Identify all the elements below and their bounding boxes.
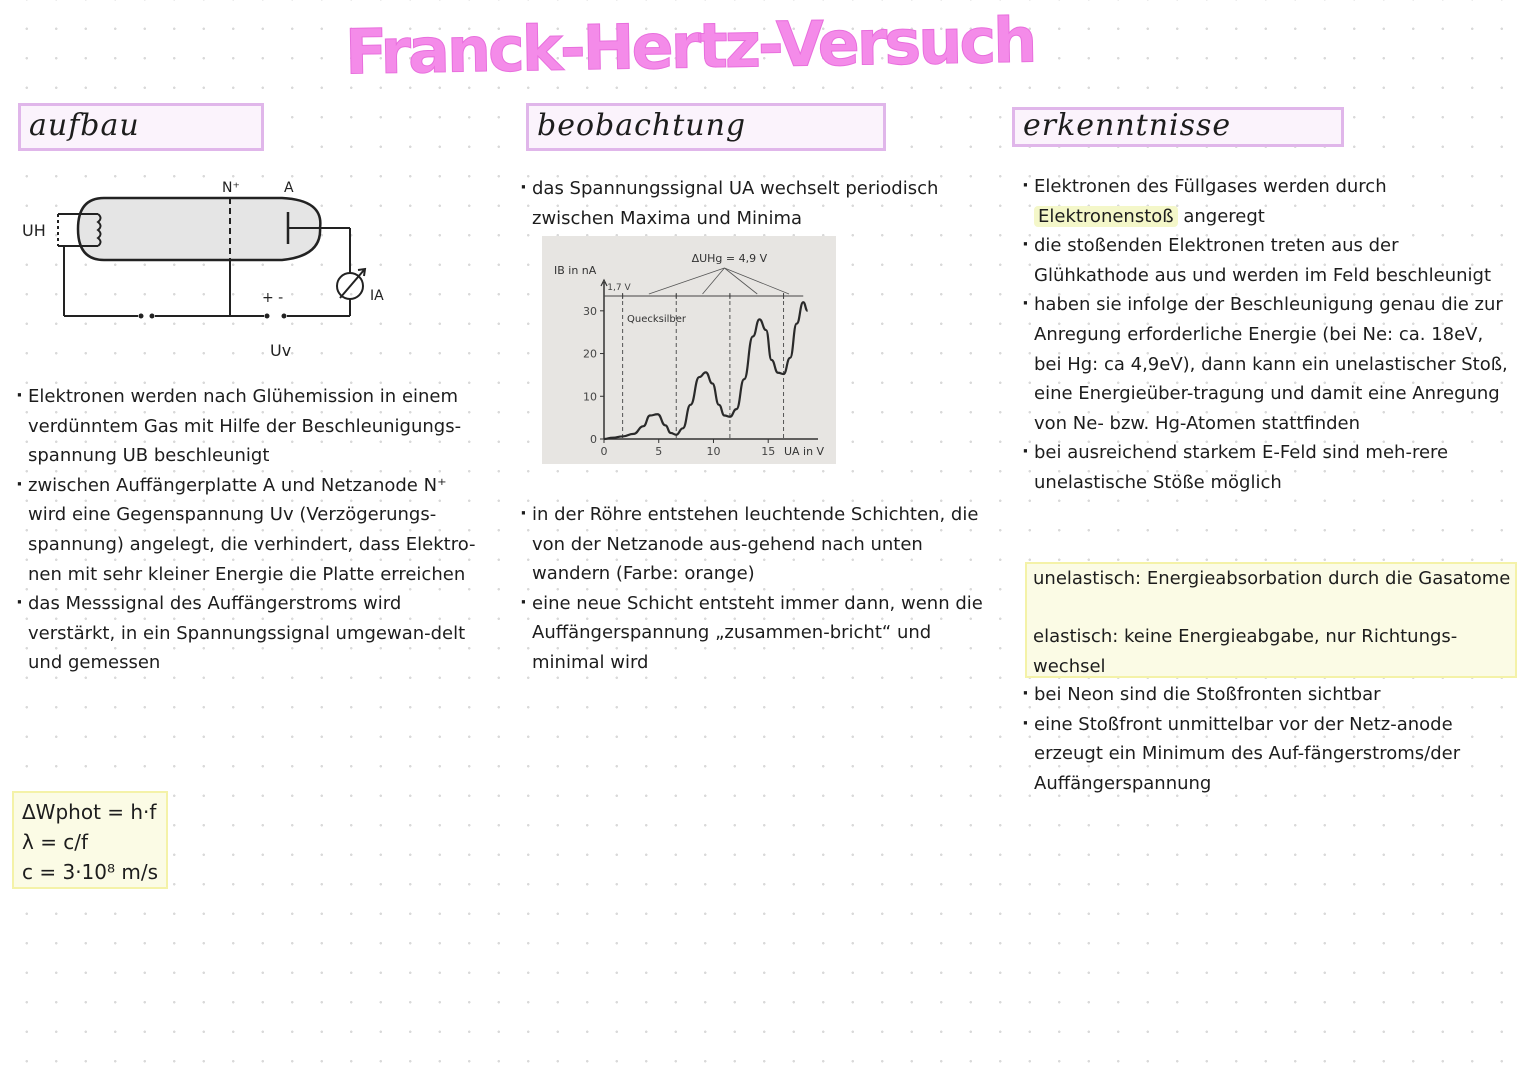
y-tick-label: 20 [583, 347, 597, 361]
page-title: Franck-Hertz-Versuch [344, 3, 1035, 89]
beobachtung-bullet-3: · eine neue Schicht entsteht immer dann, wenn die Auffängerspannung „zusammen-bricht“ und minimal wird [522, 589, 1002, 678]
heading-beobachtung: beobachtung [526, 103, 886, 151]
label-current: IA [370, 288, 384, 304]
formula-box [12, 791, 168, 889]
label-voltage: Uv [270, 341, 292, 360]
x-tick-label: 10 [706, 445, 721, 458]
series-label: Quecksilber [626, 314, 687, 325]
heading-aufbau: aufbau [18, 103, 264, 151]
beobachtung-notes [522, 500, 1002, 678]
erkenntnisse-bullet-3: · haben sie infolge der Beschleunigung genau die zur Anregung erforderliche Energie (bei Ne: ca. 18eV, bei Hg: ca 4,9eV), dann kann ein unelastischer Stoß, eine Energieüber-tragung und damit eine Anregung von Ne- bzw. Hg-Atomen stattfinden [1024, 290, 1516, 438]
x-axis-label: UA in V [783, 445, 825, 458]
highlight-elektronenstoss: Elektronenstoß [1034, 206, 1178, 227]
definition-elastisch: elastisch: keine Energieabgabe, nur Richtungs-wechsel [1033, 626, 1458, 677]
aufbau-notes [18, 382, 488, 678]
erkenntnisse-notes [1024, 172, 1516, 498]
annotation-spacing: ΔUHg = 4,9 V [691, 252, 768, 265]
x-tick-label: 15 [761, 445, 776, 458]
annotation-leader [724, 268, 789, 294]
bullet1-text-a: Elektronen des Füllgases werden durch [1034, 176, 1387, 197]
label-heater: UH [22, 221, 46, 240]
franck-hertz-chart [542, 236, 836, 464]
erkenntnisse-bullet-5: · bei Neon sind die Stoßfronten sichtbar [1024, 680, 1516, 710]
y-tick-label: 10 [583, 390, 597, 404]
erkenntnisse-bullet-2: · die stoßenden Elektronen treten aus der Glühkathode aus und werden im Feld beschleunigt [1024, 231, 1516, 290]
formula-photon-energy: ΔWphot = h·f [22, 800, 157, 824]
erkenntnisse-bullet-1 [1024, 172, 1516, 231]
y-axis-label: IB in nA [554, 264, 597, 277]
formula-light-speed: c = 3·10⁸ m/s [22, 860, 159, 884]
annotation-offset: 1,7 V [607, 283, 631, 293]
tube-outline [78, 198, 320, 260]
circuit-diagram [14, 170, 414, 370]
erkenntnisse-notes-after [1024, 680, 1516, 798]
erkenntnisse-bullet-4: · bei ausreichend starkem E-Feld sind meh-rere unelastische Stöße möglich [1024, 438, 1516, 497]
x-tick-label: 5 [655, 445, 663, 458]
definition-box [1025, 562, 1517, 678]
y-tick-label: 30 [583, 304, 597, 318]
label-grid: N⁺ [222, 180, 240, 196]
chart-svg [542, 236, 836, 464]
beobachtung-bullet-1: · das Spannungssignal UA wechselt periodisch zwischen Maxima und Minima [522, 174, 992, 233]
beobachtung-intro [522, 174, 992, 233]
formula-wavelength: λ = c/f [22, 830, 89, 854]
x-tick-label: 0 [600, 445, 608, 458]
definition-unelastisch: unelastisch: Energieabsorbation durch die Gasatome [1033, 568, 1511, 589]
aufbau-bullet-3: · das Messsignal des Auffängerstroms wird verstärkt, in ein Spannungssignal umgewan-delt und gemessen [18, 589, 488, 678]
beobachtung-bullet-2: · in der Röhre entstehen leuchtende Schichten, die von der Netzanode aus-gehend nach unten wandern (Farbe: orange) [522, 500, 1002, 589]
heading-erkenntnisse: erkenntnisse [1012, 107, 1344, 147]
erkenntnisse-bullet-6: · eine Stoßfront unmittelbar vor der Netz-anode erzeugt ein Minimum des Auf-fängerstroms/der Auffängerspannung [1024, 710, 1516, 799]
aufbau-bullet-2: · zwischen Auffängerplatte A und Netzanode N⁺ wird eine Gegenspannung Uv (Verzögerungs-spannung) angelegt, die verhindert, dass Elektro-nen mit sehr kleiner Energie die Platte erreichen [18, 471, 488, 589]
aufbau-bullet-1: · Elektronen werden nach Glühemission in einem verdünntem Gas mit Hilfe der Beschleunigungs-spannung UB beschleunigt [18, 382, 488, 471]
label-anode: A [284, 180, 294, 196]
y-tick-label: 0 [590, 433, 597, 446]
label-polarity: + - [262, 290, 284, 306]
annotation-leader [724, 268, 757, 294]
bullet1-text-b: angeregt [1183, 205, 1265, 227]
